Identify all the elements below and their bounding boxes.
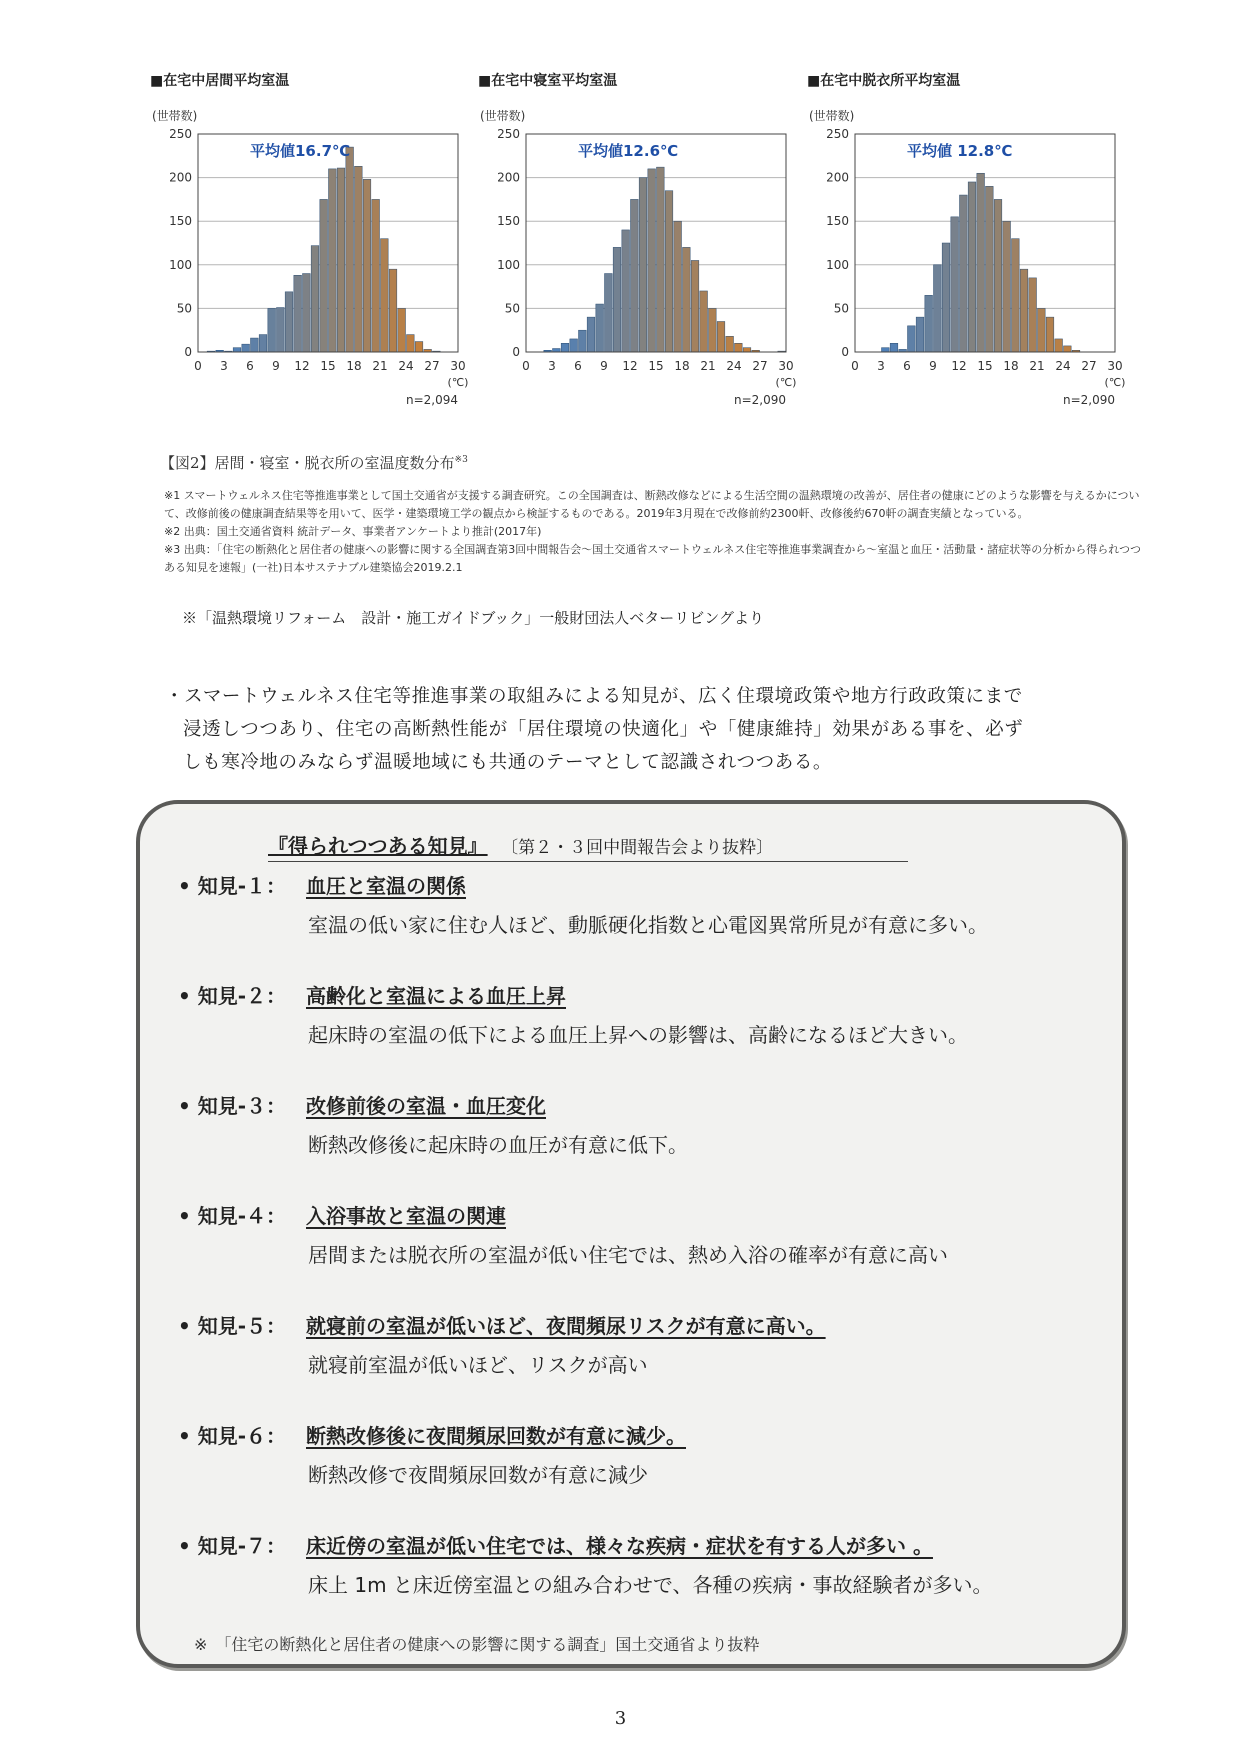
histogram-bar bbox=[631, 199, 639, 352]
histogram-bar bbox=[657, 167, 665, 352]
finding-title: 断熱改修後に夜間頻尿回数が有意に減少。 bbox=[306, 1424, 686, 1448]
x-tick-label: 24 bbox=[398, 359, 414, 373]
histogram-bar bbox=[381, 239, 389, 352]
finding-1 bbox=[178, 870, 1108, 938]
x-tick-label: 30 bbox=[1107, 359, 1123, 373]
chart-title: ■在宅中居間平均室温 bbox=[150, 73, 290, 89]
x-tick-label: 24 bbox=[726, 359, 742, 373]
x-tick-label: 27 bbox=[752, 359, 768, 373]
finding-number: • 知見-７： bbox=[178, 1534, 287, 1558]
histogram-bar bbox=[613, 247, 621, 352]
x-tick-label: 15 bbox=[648, 359, 664, 373]
histogram-bar bbox=[1029, 278, 1037, 352]
x-tick-label: 12 bbox=[622, 359, 638, 373]
paragraph-line: しも寒冷地のみならず温暖地域にも共通のテーマとして認識されつつある。 bbox=[183, 752, 833, 773]
body-paragraph bbox=[165, 680, 1155, 779]
note-1: ※1 スマートウェルネス住宅等推進事業として国土交通省が支援する調査研究。この全国調査は、断熱改修などによる生活空間の温熱環境の改善が、居住者の健康にどのような影響を与えるかについて、改修前後の健康調査結果等を用いて、医学・建築環境工学の観点から検証するものである。2019年3月現在で改修前約2300軒、改修後約670軒の調査実績となっている。 bbox=[164, 489, 1140, 520]
finding-desc: 床上 1m と床近傍室温との組み合わせで、各種の疾病・事故経験者が多い。 bbox=[308, 1573, 993, 1597]
histogram-bar bbox=[363, 179, 371, 352]
x-tick-label: 21 bbox=[1029, 359, 1045, 373]
figure-caption-text: 【図2】居間・寝室・脱衣所の室温度数分布 bbox=[160, 454, 455, 472]
y-tick-label: 50 bbox=[504, 301, 520, 316]
x-axis-unit: (℃) bbox=[447, 376, 469, 389]
finding-desc: 居間または脱衣所の室温が低い住宅では、熱め入浴の確率が有意に高い bbox=[308, 1243, 948, 1267]
histogram-bar bbox=[242, 344, 250, 352]
histogram-bar bbox=[251, 338, 259, 352]
sample-size-label: n=2,090 bbox=[733, 393, 786, 407]
histogram-bar bbox=[934, 265, 942, 352]
x-tick-label: 18 bbox=[1003, 359, 1019, 373]
finding-2 bbox=[178, 980, 1108, 1048]
histogram-bar bbox=[726, 336, 734, 352]
x-tick-label: 30 bbox=[778, 359, 794, 373]
histogram-bar bbox=[648, 169, 656, 352]
histogram-bar bbox=[743, 348, 751, 352]
note-3: ※3 出典：「住宅の断熱化と居住者の健康への影響に関する全国調査第3回中間報告会〜国土交通省スマートウェルネス住宅等推進事業調査から〜室温と血圧・活動量・諸症状等の分析から得られつつある知見を速報」(一社)日本サステナブル建築協会2019.2.1 bbox=[164, 543, 1141, 574]
histogram-bar bbox=[639, 178, 647, 352]
y-tick-label: 250 bbox=[169, 127, 192, 141]
y-axis-label: (世帯数) bbox=[480, 109, 526, 123]
y-tick-label: 200 bbox=[169, 170, 192, 185]
finding-desc: 起床時の室温の低下による血圧上昇への影響は、高齢になるほど大きい。 bbox=[308, 1023, 968, 1047]
histogram-bar bbox=[622, 230, 630, 352]
histogram-bar bbox=[709, 308, 717, 352]
y-axis-label: (世帯数) bbox=[809, 109, 855, 123]
finding-number: • 知見-６： bbox=[178, 1424, 287, 1448]
finding-3 bbox=[178, 1090, 1108, 1158]
histogram-bar bbox=[1012, 239, 1020, 352]
findings-panel bbox=[136, 800, 1126, 1668]
panel-heading bbox=[268, 830, 908, 862]
figure-caption bbox=[160, 452, 468, 473]
y-tick-label: 250 bbox=[826, 127, 849, 141]
histogram-bar bbox=[233, 348, 241, 352]
histogram-bar bbox=[579, 330, 587, 352]
y-tick-label: 200 bbox=[826, 170, 849, 185]
finding-head bbox=[178, 1200, 1108, 1229]
x-tick-label: 9 bbox=[600, 359, 608, 373]
y-tick-label: 0 bbox=[184, 345, 192, 359]
histogram-bar bbox=[311, 246, 319, 352]
x-tick-label: 3 bbox=[548, 359, 556, 373]
chart-title: ■在宅中脱衣所平均室温 bbox=[807, 73, 961, 89]
histogram-bar bbox=[303, 274, 311, 352]
histogram-bar bbox=[674, 221, 682, 352]
finding-title: 改修前後の室温・血圧変化 bbox=[306, 1094, 546, 1118]
x-tick-label: 0 bbox=[194, 359, 202, 373]
histogram-bar bbox=[960, 195, 968, 352]
histogram-bar bbox=[561, 343, 569, 352]
finding-6 bbox=[178, 1420, 1108, 1488]
finding-number: • 知見-２： bbox=[178, 984, 287, 1008]
figure-source: ※「温熱環境リフォーム 設計・施工ガイドブック」一般財団法人ベターリビングより bbox=[182, 609, 765, 627]
x-tick-label: 6 bbox=[574, 359, 582, 373]
y-tick-label: 100 bbox=[169, 257, 192, 272]
y-tick-label: 0 bbox=[841, 345, 849, 359]
histogram-bar bbox=[329, 169, 337, 352]
finding-desc: 室温の低い家に住む人ほど、動脈硬化指数と心電図異常所見が有意に多い。 bbox=[308, 913, 988, 937]
histogram-living bbox=[150, 102, 470, 422]
x-tick-label: 18 bbox=[674, 359, 690, 373]
finding-title: 入浴事故と室温の関連 bbox=[306, 1204, 506, 1228]
panel-heading-sub: 〔第２・３回中間報告会より抜粋〕 bbox=[509, 838, 774, 858]
histogram-bar bbox=[1046, 317, 1054, 352]
x-tick-label: 3 bbox=[877, 359, 885, 373]
histogram-bar bbox=[986, 186, 994, 352]
finding-head bbox=[178, 1420, 1108, 1449]
histogram-bar bbox=[717, 321, 725, 352]
histogram-bar bbox=[683, 247, 691, 352]
histogram-bar bbox=[951, 217, 959, 352]
histogram-bar bbox=[1020, 269, 1028, 352]
finding-head bbox=[178, 1090, 1108, 1119]
x-axis-unit: (℃) bbox=[775, 376, 797, 389]
finding-title: 高齢化と室温による血圧上昇 bbox=[306, 984, 566, 1008]
histogram-bar bbox=[355, 166, 363, 352]
histogram-bar bbox=[320, 199, 328, 352]
x-tick-label: 18 bbox=[346, 359, 362, 373]
y-tick-label: 250 bbox=[497, 127, 520, 141]
paragraph-line: 浸透しつつあり、住宅の高断熱性能が「居住環境の快適化」や「健康維持」効果がある事を、必ず bbox=[183, 719, 1024, 740]
histogram-bar bbox=[942, 243, 950, 352]
x-tick-label: 12 bbox=[951, 359, 967, 373]
histogram-bar bbox=[553, 349, 561, 352]
histogram-bar bbox=[372, 199, 380, 352]
histogram-bar bbox=[277, 308, 285, 352]
x-axis-unit: (℃) bbox=[1104, 376, 1126, 389]
finding-number: • 知見-５： bbox=[178, 1314, 287, 1338]
panel-heading-title: 『得られつつある知見』 bbox=[268, 834, 488, 858]
note-2: ※2 出典：国土交通省資料 統計データ、事業者アンケートより推計(2017年) bbox=[164, 525, 542, 538]
histogram-bar bbox=[916, 317, 924, 352]
x-tick-label: 15 bbox=[977, 359, 993, 373]
x-tick-label: 15 bbox=[320, 359, 336, 373]
x-tick-label: 24 bbox=[1055, 359, 1071, 373]
x-tick-label: 27 bbox=[424, 359, 440, 373]
histogram-bar bbox=[1003, 221, 1011, 352]
histogram-bar bbox=[1064, 346, 1072, 352]
x-tick-label: 21 bbox=[372, 359, 388, 373]
x-tick-label: 12 bbox=[294, 359, 310, 373]
finding-number: • 知見-１： bbox=[178, 874, 287, 898]
finding-head bbox=[178, 870, 1108, 899]
plot-frame bbox=[198, 134, 458, 352]
y-tick-label: 0 bbox=[512, 345, 520, 359]
sample-size-label: n=2,090 bbox=[1062, 393, 1115, 407]
average-annotation: 平均値16.7℃ bbox=[250, 142, 351, 160]
histogram-bar bbox=[346, 147, 354, 352]
y-tick-label: 100 bbox=[497, 257, 520, 272]
x-tick-label: 9 bbox=[929, 359, 937, 373]
histogram-bar bbox=[882, 348, 890, 352]
x-tick-label: 3 bbox=[220, 359, 228, 373]
sample-size-label: n=2,094 bbox=[405, 393, 458, 407]
histogram-bar bbox=[908, 326, 916, 352]
finding-desc: 就寝前室温が低いほど、リスクが高い bbox=[308, 1353, 648, 1377]
x-tick-label: 21 bbox=[700, 359, 716, 373]
histogram-bar bbox=[587, 317, 595, 352]
chart-title: ■在宅中寝室平均室温 bbox=[478, 73, 618, 89]
histogram-bar bbox=[977, 173, 985, 352]
average-annotation: 平均値 12.8℃ bbox=[907, 142, 1013, 160]
chart-living bbox=[150, 70, 470, 422]
x-tick-label: 9 bbox=[272, 359, 280, 373]
average-annotation: 平均値12.6℃ bbox=[578, 142, 679, 160]
histogram-bar bbox=[890, 343, 898, 352]
chart-bedroom bbox=[478, 70, 798, 422]
finding-5 bbox=[178, 1310, 1108, 1378]
finding-title: 就寝前の室温が低いほど、夜間頻尿リスクが有意に高い。 bbox=[306, 1314, 826, 1338]
histogram-bedroom bbox=[478, 102, 798, 422]
finding-4 bbox=[178, 1200, 1108, 1268]
histogram-bar bbox=[407, 335, 415, 352]
histogram-bar bbox=[1038, 308, 1046, 352]
histogram-bar bbox=[968, 182, 976, 352]
finding-7 bbox=[178, 1530, 1108, 1598]
histogram-bar bbox=[389, 269, 397, 352]
x-tick-label: 0 bbox=[522, 359, 530, 373]
histogram-bar bbox=[735, 343, 743, 352]
y-tick-label: 100 bbox=[826, 257, 849, 272]
plot-frame bbox=[526, 134, 786, 352]
paragraph-line: ・スマートウェルネス住宅等推進事業の取組みによる知見が、広く住環境政策や地方行政政策にまで bbox=[165, 686, 1023, 707]
histogram-bar bbox=[259, 335, 267, 352]
finding-head bbox=[178, 1530, 1108, 1559]
histogram-bar bbox=[268, 308, 276, 352]
histogram-bar bbox=[925, 295, 933, 352]
y-tick-label: 150 bbox=[826, 214, 849, 229]
y-tick-label: 50 bbox=[833, 301, 849, 316]
chart-dressing bbox=[807, 70, 1127, 422]
plot-frame bbox=[855, 134, 1115, 352]
finding-title: 血圧と室温の関係 bbox=[306, 874, 466, 898]
y-axis-label: (世帯数) bbox=[152, 109, 198, 123]
x-tick-label: 6 bbox=[246, 359, 254, 373]
histogram-dressing bbox=[807, 102, 1127, 422]
y-tick-label: 150 bbox=[169, 214, 192, 229]
finding-number: • 知見-４： bbox=[178, 1204, 287, 1228]
histogram-bar bbox=[415, 342, 423, 352]
finding-desc: 断熱改修後に起床時の血圧が有意に低下。 bbox=[308, 1133, 688, 1157]
finding-number: • 知見-３： bbox=[178, 1094, 287, 1118]
y-tick-label: 50 bbox=[176, 301, 192, 316]
histogram-bar bbox=[605, 274, 613, 352]
finding-head bbox=[178, 1310, 1108, 1339]
finding-title: 床近傍の室温が低い住宅では、様々な疾病・症状を有する人が多い 。 bbox=[306, 1534, 933, 1558]
y-tick-label: 200 bbox=[497, 170, 520, 185]
histogram-bar bbox=[665, 191, 673, 352]
page-number: 3 bbox=[614, 1708, 627, 1729]
histogram-bar bbox=[994, 199, 1002, 352]
panel-note: ※ 「住宅の断熱化と居住者の健康への影響に関する調査」国土交通省より抜粋 bbox=[194, 1635, 760, 1654]
finding-desc: 断熱改修で夜間頻尿回数が有意に減少 bbox=[308, 1463, 648, 1487]
x-tick-label: 0 bbox=[851, 359, 859, 373]
finding-head bbox=[178, 980, 1108, 1009]
x-tick-label: 27 bbox=[1081, 359, 1097, 373]
histogram-bar bbox=[1055, 339, 1063, 352]
figure-notes bbox=[164, 487, 1144, 577]
figure-caption-sup: ※3 bbox=[454, 455, 468, 465]
x-tick-label: 30 bbox=[450, 359, 466, 373]
histogram-bar bbox=[285, 292, 293, 352]
histogram-bar bbox=[337, 168, 345, 352]
histogram-bar bbox=[691, 260, 699, 352]
histogram-bar bbox=[700, 291, 708, 352]
histogram-bar bbox=[596, 304, 604, 352]
histogram-bar bbox=[570, 339, 578, 352]
histogram-bar bbox=[294, 275, 302, 352]
histogram-bar bbox=[398, 308, 406, 352]
y-tick-label: 150 bbox=[497, 214, 520, 229]
x-tick-label: 6 bbox=[903, 359, 911, 373]
